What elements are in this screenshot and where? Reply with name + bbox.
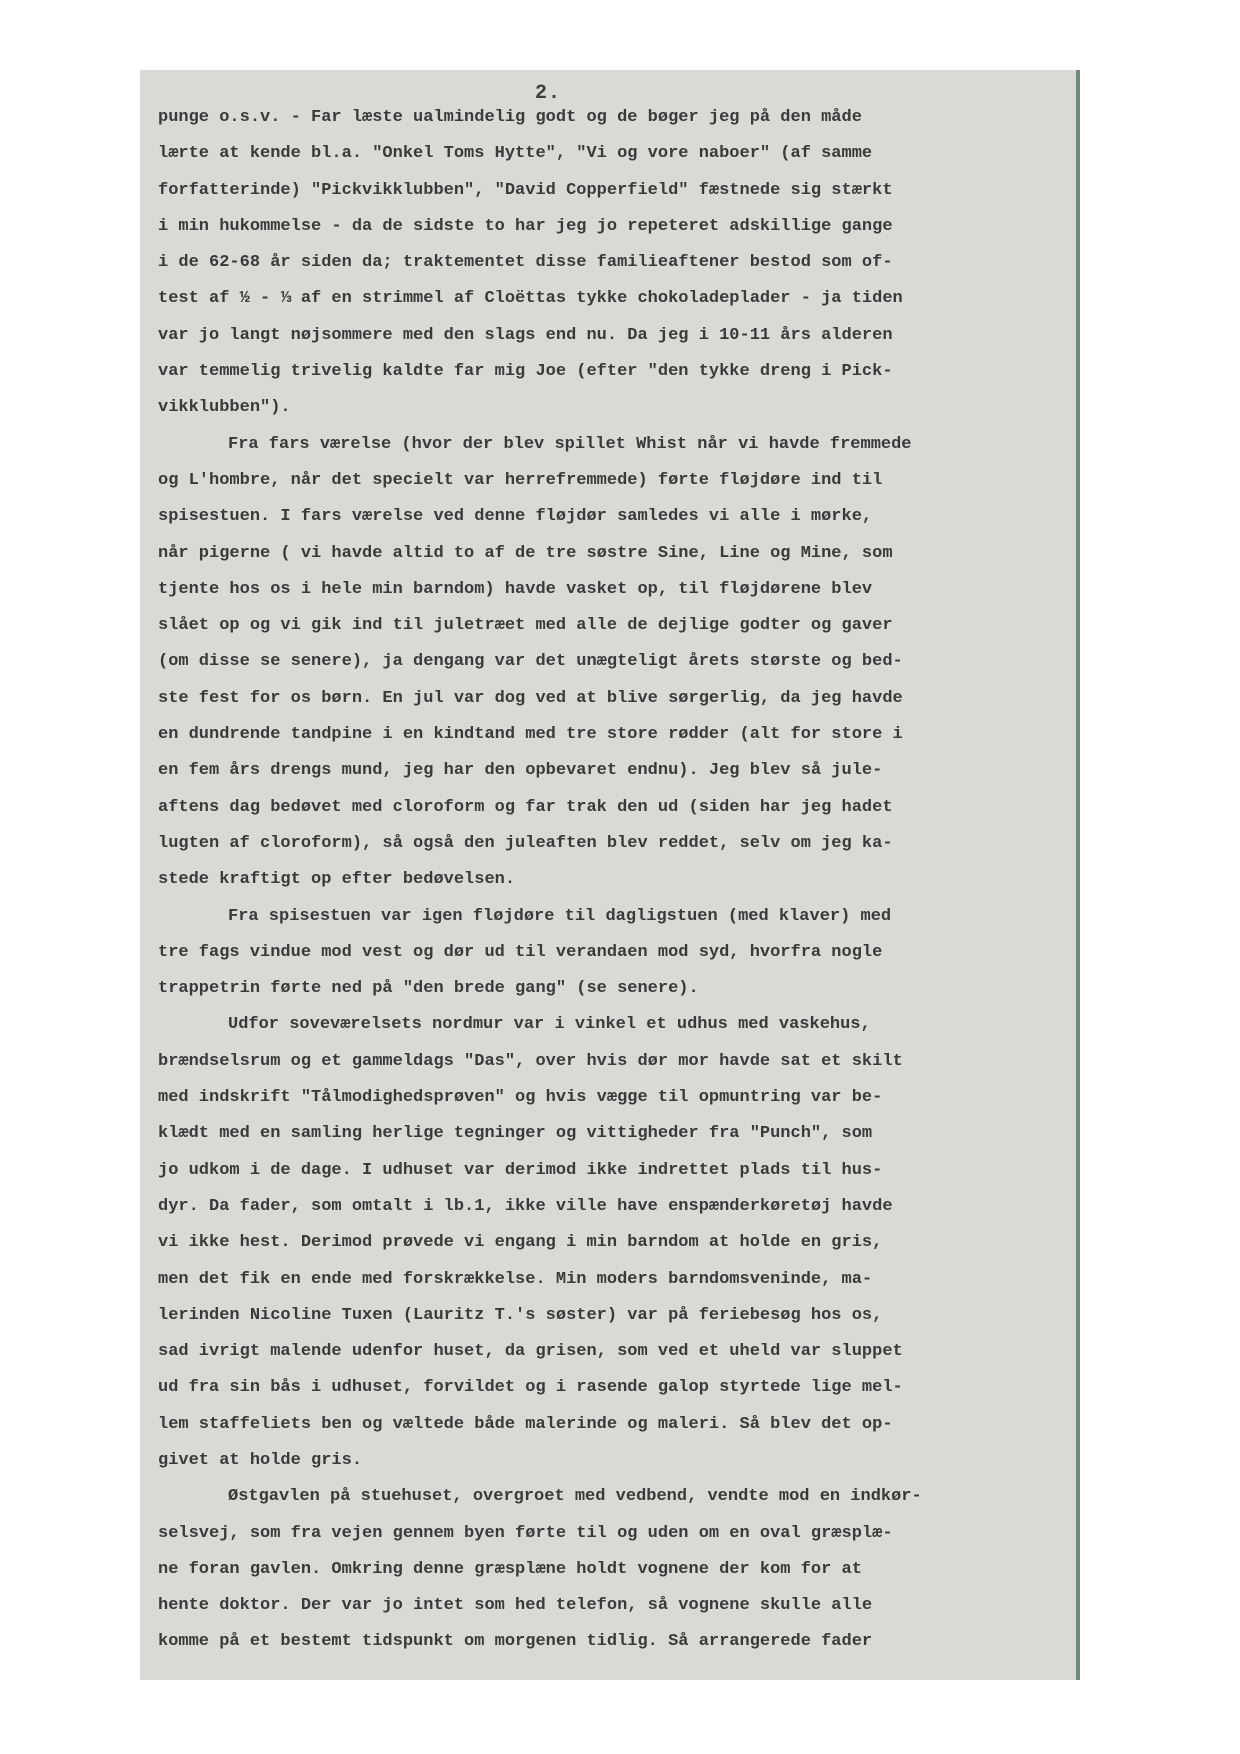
text-line: komme på et bestemt tidspunkt om morgenen tidlig. Så arrangerede fader (158, 1632, 873, 1652)
text-line: i min hukommelse - da de sidste to har jeg jo repeteret adskillige gange (158, 216, 893, 236)
text-line: tjente hos os i hele min barndom) havde vasket op, til fløjdørene blev (158, 579, 873, 599)
text-line: vi ikke hest. Derimod prøvede vi engang i min barndom at holde en gris, (158, 1233, 883, 1253)
text-line: ud fra sin bås i udhuset, forvildet og i rasende galop styrtede lige mel- (158, 1378, 903, 1398)
text-line: forfatterinde) "Pickvikklubben", "David Copperfield" fæstnede sig stærkt (158, 180, 893, 200)
text-line: selsvej, som fra vejen gennem byen førte til og uden om en oval græsplæ- (158, 1523, 893, 1543)
text-line: givet at holde gris. (158, 1450, 363, 1470)
text-line: lerinden Nicoline Tuxen (Lauritz T.'s søster) var på feriebesøg hos os, (158, 1305, 883, 1325)
text-line: trappetrin førte ned på "den brede gang" (se senere). (158, 979, 699, 999)
text-line: Østgavlen på stuehuset, overgroet med vedbend, vendte mod en indkør- (228, 1487, 922, 1507)
text-line: Udfor soveværelsets nordmur var i vinkel et udhus med vaskehus, (228, 1015, 871, 1035)
text-line: i de 62-68 år siden da; traktementet disse familieaftener bestod som of- (158, 253, 893, 273)
text-line: punge o.s.v. - Far læste ualmindelig godt og de bøger jeg på den måde (158, 108, 862, 127)
text-line: spisestuen. I fars værelse ved denne fløjdør samledes vi alle i mørke, (158, 507, 873, 527)
text-line: jo udkom i de dage. I udhuset var derimod ikke indrettet plads til hus- (158, 1160, 883, 1180)
scanned-page (140, 70, 1080, 1680)
text-line: stede kraftigt op efter bedøvelsen. (158, 870, 516, 890)
typewritten-text (158, 100, 1063, 1661)
text-line: hente doktor. Der var jo intet som hed telefon, så vognene skulle alle (158, 1596, 873, 1616)
text-line: ne foran gavlen. Omkring denne græsplæne holdt vognene der kom for at (158, 1559, 862, 1579)
text-line: test af ½ - ⅓ af en strimmel af Cloëttas tykke chokoladeplader - ja tiden (158, 289, 903, 309)
text-line: slået op og vi gik ind til juletræet med alle de dejlige godter og gaver (158, 616, 893, 636)
text-line: lærte at kende bl.a. "Onkel Toms Hytte", "Vi og vore naboer" (af samme (158, 144, 873, 164)
text-line: lem staffeliets ben og væltede både malerinde og maleri. Så blev det op- (158, 1414, 893, 1434)
text-line: en fem års drengs mund, jeg har den opbevaret endnu). Jeg blev så jule- (158, 761, 883, 781)
text-line: vikklubben"). (158, 398, 291, 418)
text-line: (om disse se senere), ja dengang var det unægteligt årets største og bed- (158, 652, 903, 672)
text-line: Fra spisestuen var igen fløjdøre til dagligstuen (med klaver) med (228, 906, 892, 926)
text-line: tre fags vindue mod vest og dør ud til verandaen mod syd, hvorfra nogle (158, 942, 883, 962)
text-line: var jo langt nøjsommere med den slags end nu. Da jeg i 10-11 års alderen (158, 325, 893, 345)
text-line: lugten af cloroform), så også den juleaften blev reddet, selv om jeg ka- (158, 833, 893, 853)
page-number: 2. (535, 82, 562, 105)
text-line: var temmelig trivelig kaldte far mig Joe (efter "den tykke dreng i Pick- (158, 362, 893, 382)
text-line: når pigerne ( vi havde altid to af de tre søstre Sine, Line og Mine, som (158, 543, 893, 563)
text-line: dyr. Da fader, som omtalt i lb.1, ikke ville have enspænderkøretøj havde (158, 1196, 893, 1216)
text-line: Fra fars værelse (hvor der blev spillet Whist når vi havde fremmede (228, 434, 912, 454)
text-line: en dundrende tandpine i en kindtand med tre store rødder (alt for store i (158, 725, 903, 745)
text-line: aftens dag bedøvet med cloroform og far trak den ud (siden har jeg hadet (158, 797, 893, 817)
page-edge (1076, 70, 1080, 1680)
text-line: med indskrift "Tålmodighedsprøven" og hvis vægge til opmuntring var be- (158, 1088, 883, 1108)
text-line: brændselsrum og et gammeldags "Das", over hvis dør mor havde sat et skilt (158, 1051, 903, 1071)
text-line: sad ivrigt malende udenfor huset, da grisen, som ved et uheld var sluppet (158, 1342, 903, 1362)
text-line: og L'hombre, når det specielt var herrefremmede) førte fløjdøre ind til (158, 470, 883, 490)
text-line: men det fik en ende med forskrækkelse. Min moders barndomsveninde, ma- (158, 1269, 873, 1289)
text-line: ste fest for os børn. En jul var dog ved at blive sørgerlig, da jeg havde (158, 688, 903, 708)
text-line: klædt med en samling herlige tegninger og vittigheder fra "Punch", som (158, 1124, 873, 1144)
